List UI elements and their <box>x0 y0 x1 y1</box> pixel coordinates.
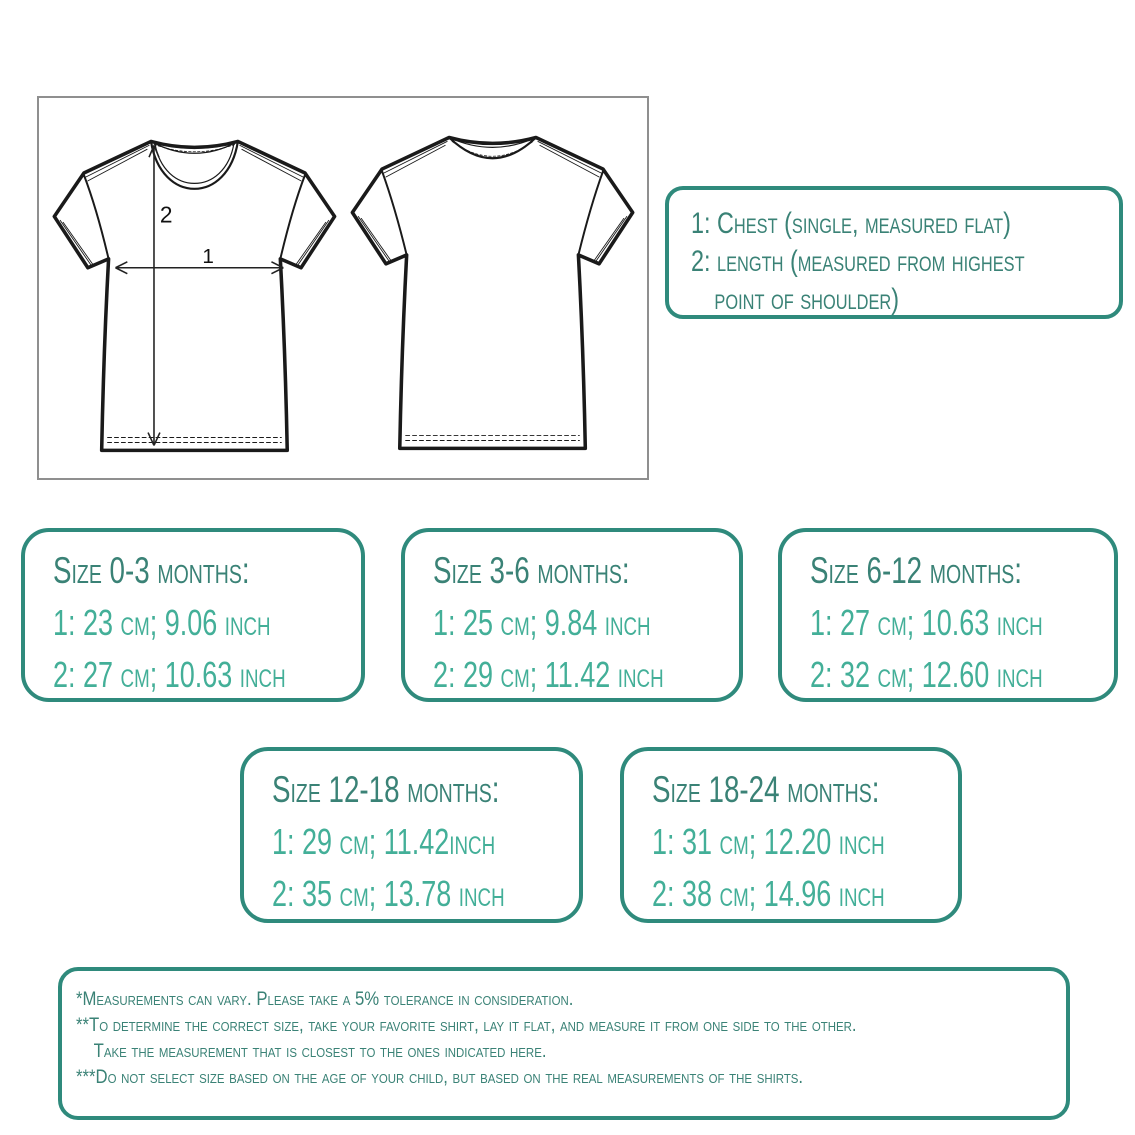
size-title: Size 12-18 months: <box>272 769 500 810</box>
size-length-value: 2: 35 cm; 13.78 inch <box>272 873 505 914</box>
tshirt-front-drawing <box>54 141 334 450</box>
size-length-value: 2: 32 cm; 12.60 inch <box>810 654 1043 695</box>
legend-line-length: 2: length (measured from highest <box>691 245 1025 278</box>
size-chest-value: 1: 31 cm; 12.20 inch <box>652 821 885 862</box>
size-box-3-6-months <box>401 528 743 702</box>
note-how-to-measure: **To determine the correct size, take your favorite shirt, lay it flat, and measure it from one side to the other. <box>76 1015 857 1036</box>
size-chest-value: 1: 27 cm; 10.63 inch <box>810 602 1043 643</box>
note-tolerance: *Measurements can vary. Please take a 5% tolerance in consideration. <box>76 989 574 1010</box>
size-title: Size 3-6 months: <box>433 550 630 591</box>
size-box-0-3-months <box>21 528 365 702</box>
size-title: Size 6-12 months: <box>810 550 1023 591</box>
size-length-value: 2: 27 cm; 10.63 inch <box>53 654 286 695</box>
size-box-12-18-months <box>240 747 583 923</box>
note-how-to-measure-cont: Take the measurement that is closest to the ones indicated here. <box>93 1041 547 1062</box>
measure-label-chest: 1 <box>202 244 214 268</box>
size-chest-value: 1: 23 cm; 9.06 inch <box>53 602 271 643</box>
notes-box <box>58 967 1070 1120</box>
size-box-18-24-months <box>620 747 962 923</box>
tshirt-drawings <box>39 98 647 478</box>
size-length-value: 2: 38 cm; 14.96 inch <box>652 873 885 914</box>
legend-line-length-cont: point of shoulder) <box>714 283 900 316</box>
tshirt-diagram-box <box>37 96 649 480</box>
size-chest-value: 1: 25 cm; 9.84 inch <box>433 602 651 643</box>
size-title: Size 0-3 months: <box>53 550 250 591</box>
size-chest-value: 1: 29 cm; 11.42inch <box>272 821 496 862</box>
legend-box <box>665 186 1123 319</box>
note-age-warning: ***Do not select size based on the age of your child, but based on the real measurements of the shirts. <box>76 1067 804 1088</box>
legend-line-chest: 1: Chest (single, measured flat) <box>691 207 1011 240</box>
tshirt-back-drawing <box>352 137 632 448</box>
size-title: Size 18-24 months: <box>652 769 880 810</box>
measure-label-length: 2 <box>159 201 173 228</box>
size-box-6-12-months <box>778 528 1118 702</box>
size-length-value: 2: 29 cm; 11.42 inch <box>433 654 664 695</box>
